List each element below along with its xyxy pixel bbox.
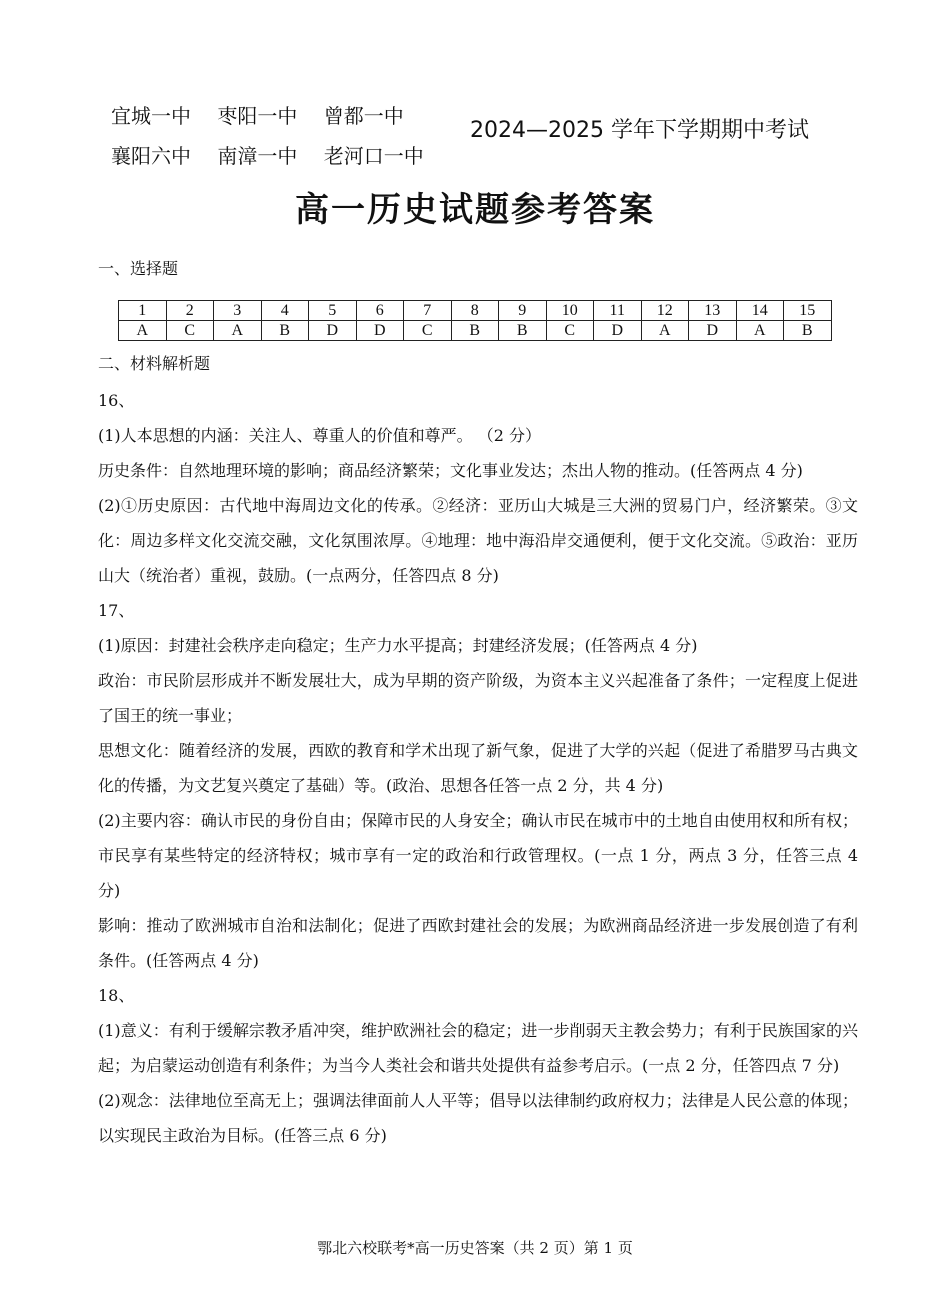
answer-cell: A [736, 321, 784, 341]
school-name: 宜城一中 [111, 104, 191, 128]
answer-paragraph: (1)原因：封建社会秩序走向稳定；生产力水平提高；封建经济发展；(任答两点 4 分) [98, 636, 698, 655]
school-row-2 [111, 136, 444, 176]
page-title: 高一历史试题参考答案 [295, 190, 655, 230]
answer-table [118, 300, 832, 341]
answer-cell: C [404, 321, 452, 341]
section-heading-choice: 一、选择题 [98, 259, 179, 278]
question-number-cell: 15 [784, 301, 832, 321]
question-number-cell: 1 [119, 301, 167, 321]
question-number-cell: 6 [356, 301, 404, 321]
answer-paragraph: (2)①历史原因：古代地中海周边文化的传承。②经济：亚历山大城是三大洲的贸易门户，经济繁荣。③文化：周边多样文化交流交融，文化氛围浓厚。④地理：地中海沿岸交通便利，便于文化交流。⑤政治：亚历山大（统治者）重视，鼓励。(一点两分，任答四点 8 分) [98, 496, 858, 585]
exam-name: 2024—2025 学年下学期期中考试 [470, 118, 809, 143]
school-name: 南漳一中 [217, 144, 298, 168]
answer-paragraph: (2)主要内容：确认市民的身份自由；保障市民的人身安全；确认市民在城市中的土地自由使用权和所有权；市民享有某些特定的经济特权；城市享有一定的政治和行政管理权。(一点 1 分，两点 3 分，任答三点 4 分) [98, 811, 858, 900]
school-name: 枣阳一中 [217, 104, 298, 128]
answer-cell: D [309, 321, 357, 341]
answer-cell: A [641, 321, 689, 341]
question-number-cell: 2 [166, 301, 214, 321]
page-footer: 鄂北六校联考*高一历史答案（共 2 页）第 1 页 [317, 1239, 633, 1257]
question-number-cell: 10 [546, 301, 594, 321]
question-number-cell: 8 [451, 301, 499, 321]
answer-body [98, 383, 858, 1153]
answer-cell: D [594, 321, 642, 341]
answer-cell: A [119, 321, 167, 341]
answer-paragraph: 17、 [98, 601, 135, 620]
school-name: 襄阳六中 [111, 144, 191, 168]
answer-cell: D [689, 321, 737, 341]
question-number-cell: 3 [214, 301, 262, 321]
question-number-cell: 5 [309, 301, 357, 321]
school-list [111, 96, 444, 176]
question-number-cell: 13 [689, 301, 737, 321]
question-number-cell: 4 [261, 301, 309, 321]
answer-cell: A [214, 321, 262, 341]
answer-row [119, 321, 832, 341]
answer-cell: C [166, 321, 214, 341]
answer-cell: B [784, 321, 832, 341]
answer-paragraph: 历史条件：自然地理环境的影响；商品经济繁荣；文化事业发达；杰出人物的推动。(任答两点 4 分) [98, 461, 803, 480]
question-number-cell: 9 [499, 301, 547, 321]
answer-paragraph: 16、 [98, 391, 135, 410]
school-name: 老河口一中 [323, 144, 424, 168]
question-number-cell: 7 [404, 301, 452, 321]
answer-paragraph: (1)人本思想的内涵：关注人、尊重人的价值和尊严。 （2 分） [98, 426, 542, 445]
question-number-row [119, 301, 832, 321]
school-row-1 [111, 96, 444, 136]
answer-paragraph: 政治：市民阶层形成并不断发展壮大，成为早期的资产阶级，为资本主义兴起准备了条件；一定程度上促进了国王的统一事业； [98, 671, 858, 725]
question-number-cell: 14 [736, 301, 784, 321]
question-number-cell: 12 [641, 301, 689, 321]
school-name: 曾都一中 [323, 104, 404, 128]
answer-paragraph: (2)观念：法律地位至高无上；强调法律面前人人平等；倡导以法律制约政府权力；法律是人民公意的体现；以实现民主政治为目标。(任答三点 6 分) [98, 1091, 858, 1145]
section-heading-material: 二、材料解析题 [98, 354, 211, 373]
answer-paragraph: 思想文化：随着经济的发展，西欧的教育和学术出现了新气象，促进了大学的兴起（促进了希腊罗马古典文化的传播，为文艺复兴奠定了基础）等。(政治、思想各任答一点 2 分，共 4 分) [98, 741, 858, 795]
answer-paragraph: (1)意义：有利于缓解宗教矛盾冲突，维护欧洲社会的稳定；进一步削弱天主教会势力；有利于民族国家的兴起；为启蒙运动创造有利条件；为当今人类社会和谐共处提供有益参考启示。(一点 2 分，任答四点 7 分) [98, 1021, 858, 1075]
answer-cell: B [261, 321, 309, 341]
answer-cell: D [356, 321, 404, 341]
answer-paragraph: 18、 [98, 986, 135, 1005]
question-number-cell: 11 [594, 301, 642, 321]
answer-cell: B [451, 321, 499, 341]
answer-paragraph: 影响：推动了欧洲城市自治和法制化；促进了西欧封建社会的发展；为欧洲商品经济进一步发展创造了有利条件。(任答两点 4 分) [98, 916, 858, 970]
answer-cell: C [546, 321, 594, 341]
answer-cell: B [499, 321, 547, 341]
